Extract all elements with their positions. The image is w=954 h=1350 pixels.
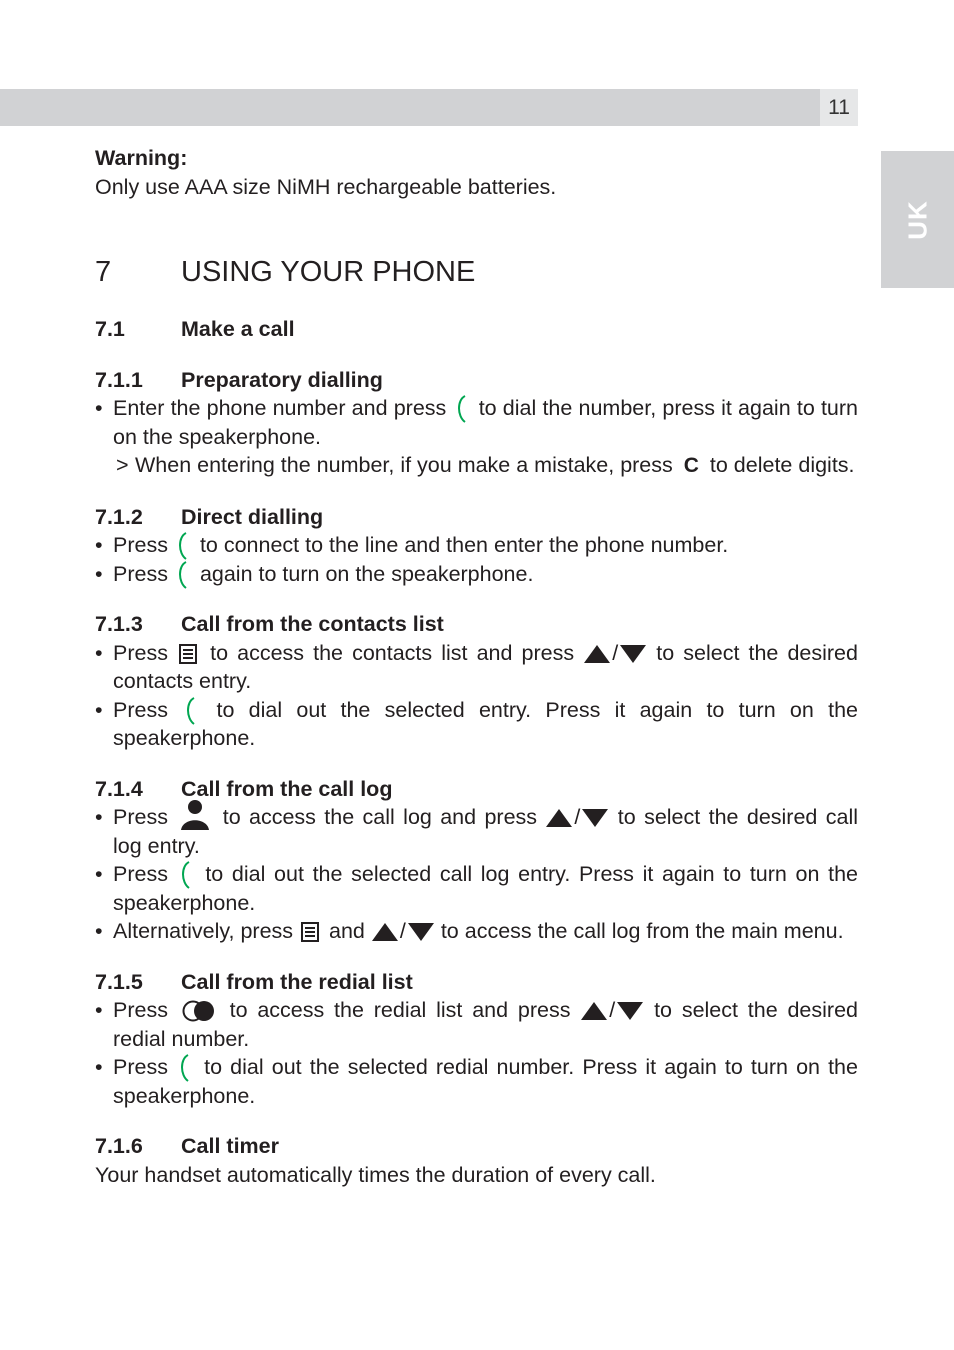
list-item — [95, 1053, 858, 1110]
text: to dial out the selected redial number. Press it again to turn on the speakerphone. — [113, 1055, 858, 1108]
text: Press — [113, 998, 168, 1022]
list-7-1-5 — [95, 996, 858, 1110]
text: to access the call log and press — [222, 805, 538, 829]
text: to access the call log from the main menu. — [440, 919, 844, 943]
text: to access the redial list and press — [229, 998, 571, 1022]
slash: / — [399, 919, 406, 943]
warning-title: Warning: — [95, 146, 188, 170]
list-item — [95, 560, 858, 589]
text: to select the desired contacts entry. — [113, 640, 858, 693]
section-number: 7.1 — [95, 317, 125, 341]
list-item — [95, 996, 858, 1053]
list-item — [95, 860, 858, 917]
section-title: Call from the call log — [181, 776, 393, 801]
slash: / — [609, 998, 616, 1022]
text: again to turn on the speakerphone. — [199, 561, 534, 586]
talk-key-icon — [178, 1053, 192, 1083]
text: to delete digits. — [709, 453, 855, 477]
text: Press — [113, 533, 168, 557]
chapter-heading — [95, 255, 858, 289]
slash: / — [574, 805, 581, 829]
clear-key-icon: C — [683, 454, 699, 477]
up-arrow-icon — [583, 644, 611, 664]
section-number: 7.1.1 — [95, 367, 143, 392]
section-number: 7.1.6 — [95, 1134, 143, 1158]
section-heading-7-1 — [95, 315, 858, 344]
talk-key-icon — [176, 531, 190, 561]
menu-key-icon — [179, 644, 197, 664]
section-heading-7-1-6 — [95, 1132, 858, 1161]
text: When entering the number, if you make a mistake, press — [135, 453, 673, 477]
list-7-1-2 — [95, 531, 858, 588]
section-number: 7.1.3 — [95, 612, 143, 636]
talk-key-icon — [455, 394, 469, 424]
header-bar — [0, 89, 820, 126]
talk-key-icon — [179, 860, 193, 890]
warning-text: Only use AAA size NiMH rechargeable batteries. — [95, 174, 557, 199]
text: to dial out the selected call log entry. Press it again to turn on the speakerphone. — [113, 862, 858, 915]
down-arrow-icon — [581, 808, 609, 828]
section-heading-7-1-5 — [95, 968, 858, 997]
chapter-number: 7 — [95, 256, 112, 288]
text: to select the desired call log entry. — [113, 805, 858, 858]
text: and — [329, 919, 365, 943]
talk-key-icon — [184, 696, 198, 726]
menu-key-icon — [301, 922, 319, 942]
text: Press — [113, 640, 168, 665]
section-title: Direct dialling — [181, 504, 324, 529]
section-number: 7.1.2 — [95, 504, 143, 529]
language-tab-label: UK — [902, 199, 932, 240]
section-title: Call from the contacts list — [181, 612, 444, 636]
up-arrow-icon — [545, 808, 573, 828]
section-number: 7.1.5 — [95, 969, 143, 994]
text: Press — [113, 805, 168, 829]
text: to access the contacts list and press — [210, 640, 575, 665]
list-7-1-3 — [95, 639, 858, 753]
list-item — [95, 639, 858, 696]
section-title: Preparatory dialling — [181, 367, 383, 392]
redial-key-icon — [182, 1000, 216, 1022]
down-arrow-icon — [407, 922, 435, 942]
call-timer-text: Your handset automatically times the duration of every call. — [95, 1162, 656, 1187]
text: to dial out the selected entry. Press it again to turn on the speakerphone. — [113, 697, 858, 750]
list-item — [95, 696, 858, 753]
section-title: Make a call — [181, 317, 295, 341]
text: Alternatively, press — [113, 919, 294, 943]
list-item — [95, 394, 858, 451]
page-content — [95, 144, 858, 1189]
down-arrow-icon — [619, 644, 647, 664]
text: Press — [113, 862, 168, 886]
chapter-title: USING YOUR PHONE — [181, 256, 476, 288]
text: Press — [113, 561, 168, 586]
text: to connect to the line and then enter the phone number. — [199, 533, 729, 557]
text: to dial the number, press it again to turn on the speakerphone. — [113, 396, 858, 449]
section-title: Call from the redial list — [181, 969, 413, 994]
section-title: Call timer — [181, 1134, 279, 1158]
up-arrow-icon — [580, 1001, 608, 1021]
section-number: 7.1.4 — [95, 776, 143, 801]
talk-key-icon — [176, 560, 190, 590]
section-heading-7-1-1 — [95, 366, 858, 395]
call-log-key-icon — [180, 799, 210, 831]
note-item — [95, 451, 858, 481]
list-item — [95, 917, 858, 946]
list-item — [95, 803, 858, 860]
text: Press — [113, 697, 168, 722]
up-arrow-icon — [371, 922, 399, 942]
list-item — [95, 531, 858, 560]
down-arrow-icon — [616, 1001, 644, 1021]
list-7-1-4 — [95, 803, 858, 946]
language-tab — [881, 151, 954, 288]
page-number: 11 — [820, 89, 858, 126]
text: to select the desired redial number. — [113, 998, 858, 1051]
text: Enter the phone number and press — [113, 396, 447, 420]
text: Press — [113, 1055, 168, 1079]
list-7-1-1 — [95, 394, 858, 481]
slash: / — [612, 640, 619, 665]
section-heading-7-1-3 — [95, 610, 858, 639]
section-heading-7-1-2 — [95, 503, 858, 532]
